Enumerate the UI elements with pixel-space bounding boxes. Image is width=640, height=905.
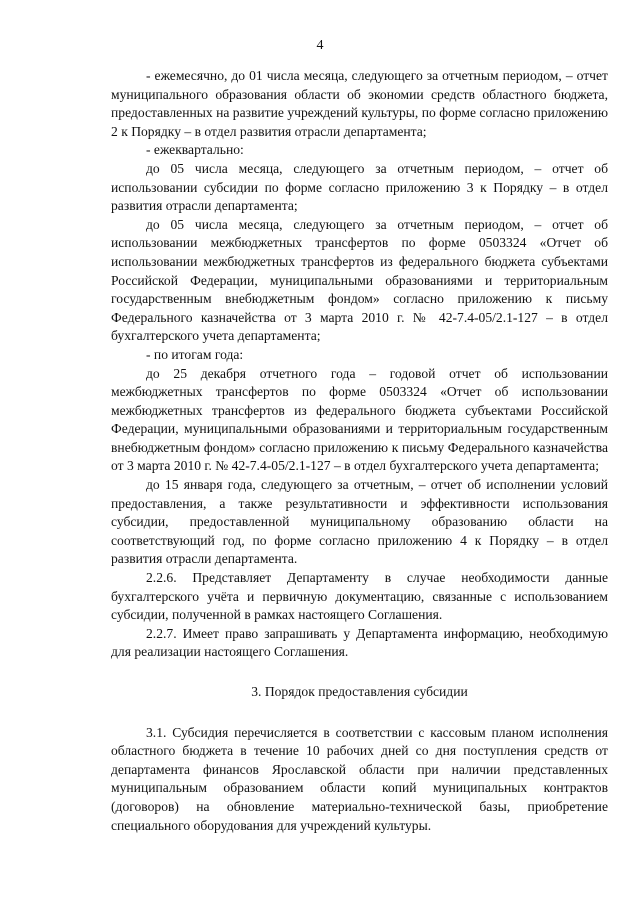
document-body: [111, 67, 608, 835]
paragraph-clause-2-2-7: 2.2.7. Имеет право запрашивать у Департамента информацию, необходимую для реализации настоящего Соглашения.: [111, 625, 608, 660]
paragraph-quarterly-subsidy-report: до 05 числа месяца, следующего за отчетным периодом, – отчет об использовании субсидии по форме согласно приложению 3 к Порядку – в отдел развития отрасли департамента;: [111, 160, 608, 214]
paragraph-quarterly-transfers-report: до 05 числа месяца, следующего за отчетным периодом, – отчет об использовании межбюджетных трансфертов по форме 0503324 «Отчет об использовании межбюджетных трансфертов из федерального бюджета субъектами Российской Федерации, муниципальными образованиями и территориальным государственным внебюджетным фондом» согласно приложению к письму Федерального казначейства от 3 марта 2010 г. № 42-7.4-05/2.1-127 – в отдел бухгалтерского учета департамента;: [111, 216, 608, 344]
section-heading: 3. Порядок предоставления субсидии: [251, 684, 468, 699]
paragraph-monthly-report: - ежемесячно, до 01 числа месяца, следующего за отчетным периодом, – отчет муниципального образования области об экономии средств областного бюджета, предоставленных на развитие учреждений культуры, по форме согласно приложению 2 к Порядку – в отдел развития отрасли департамента;: [111, 68, 609, 139]
paragraph-yearly-effectiveness-report: до 15 января года, следующего за отчетным, – отчет об исполнении условий предоставления, а также результативности и эффективности использования субсидии, предоставленной муниципальному образованию области на соответствующий год, по форме согласно приложению 4 к Порядку – в отдел развития отрасли департамента.: [111, 477, 608, 567]
paragraph-clause-2-2-6: 2.2.6. Представляет Департаменту в случае необходимости данные бухгалтерского учёта и первичную документацию, связанные с использованием субсидии, полученной в рамках настоящего Соглашения.: [111, 570, 608, 623]
paragraph-yearly-transfers-report: до 25 декабря отчетного года – годовой отчет об использовании межбюджетных трансфертов по форме 0503324 «Отчет об использовании межбюджетных трансфертов из федерального бюджета субъектами Российской Федерации, муниципальными образованиями и территориальным государственным внебюджетным фондом» согласно приложению к письму Федерального казначейства от 3 марта 2010 г. № 42-7.4-05/2.1-127 – в отдел бухгалтерского учета департамента;: [111, 365, 608, 474]
paragraph-quarterly-label: - ежеквартально:: [146, 142, 244, 158]
paragraph-clause-3-1: 3.1. Субсидия перечисляется в соответствии с кассовым планом исполнения областного бюджета в течение 10 рабочих дней со дня поступления средств от департамента финансов Ярославской области при наличии представленных муниципальным образованием области копий муниципальных контрактов (договоров) на обновление материально-технической базы, приобретение специального оборудования для учреждений культуры.: [111, 724, 608, 833]
page-number: 4: [316, 38, 324, 53]
paragraph-yearly-label: - по итогам года:: [146, 346, 244, 362]
